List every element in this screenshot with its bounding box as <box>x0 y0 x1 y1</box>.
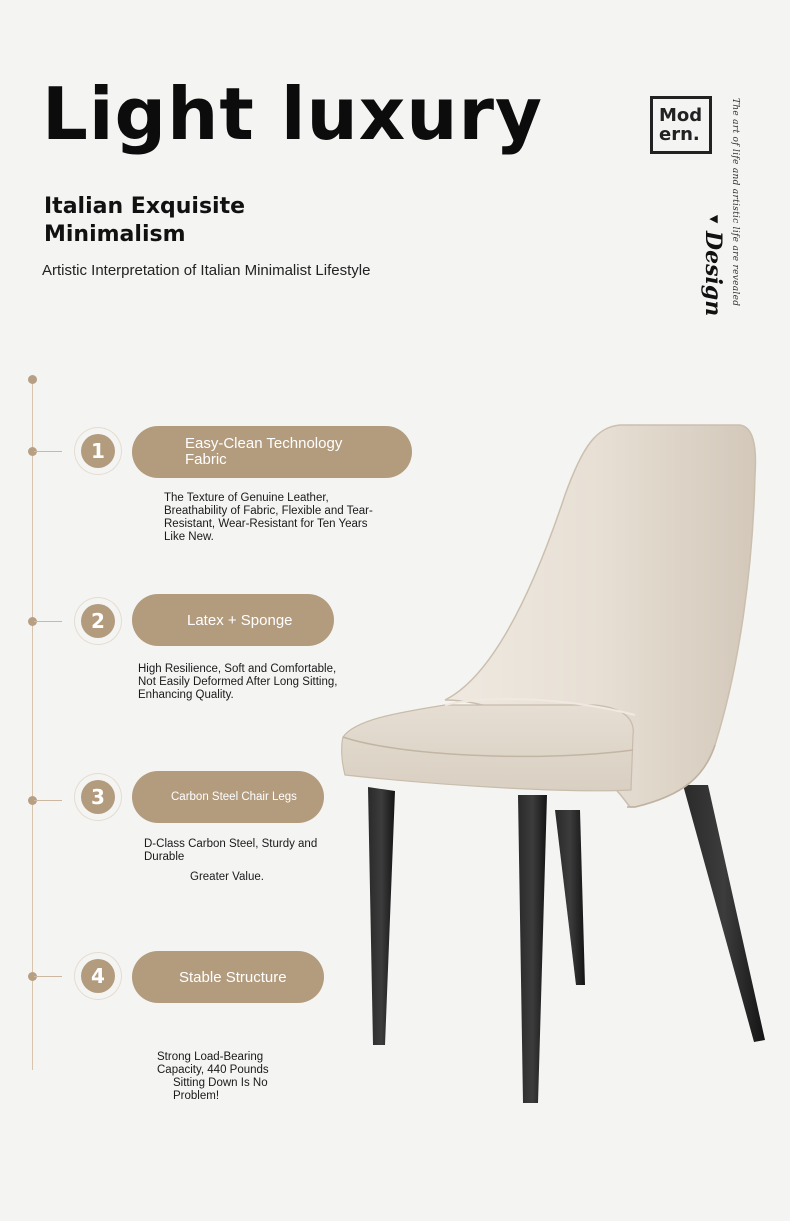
page-tagline: Artistic Interpretation of Italian Minimalist Lifestyle <box>42 262 371 279</box>
page-subtitle: Italian Exquisite Minimalism <box>44 194 246 247</box>
feature-1-title: Easy-Clean Technology Fabric <box>185 435 343 468</box>
feature-1-number: 1 <box>81 434 115 468</box>
logo-line-2: ern. <box>659 124 700 145</box>
timeline-tick-4 <box>34 976 62 977</box>
feature-4-description: Strong Load-Bearing Capacity, 440 Pounds <box>157 1051 269 1076</box>
modern-logo <box>650 96 712 154</box>
feature-1-description: The Texture of Genuine Leather, Breathability of Fabric, Flexible and Tear-Resistant, Wear-Resistant for Ten Years Like New. <box>164 492 373 543</box>
logo-line-1: Mod <box>659 105 703 126</box>
chair-seat <box>342 705 634 791</box>
feature-4-number: 4 <box>81 959 115 993</box>
feature-2-pill <box>132 594 334 646</box>
chair-back-leg-right <box>683 785 765 1042</box>
feature-2-number: 2 <box>81 604 115 638</box>
feature-3-pill <box>132 771 324 823</box>
feature-4-pill <box>132 951 324 1003</box>
side-design-label <box>700 212 726 316</box>
timeline-line <box>32 380 33 1070</box>
feature-4-description-2: Sitting Down Is No Problem! <box>173 1077 268 1102</box>
chair-back-leg-left <box>555 810 585 985</box>
feature-3-title: Carbon Steel Chair Legs <box>171 791 297 803</box>
feature-3-description-2: Greater Value. <box>190 871 264 883</box>
timeline-tick-3 <box>34 800 62 801</box>
feature-3-number: 3 <box>81 780 115 814</box>
triangle-left-icon: ◀ <box>707 212 720 225</box>
side-design-text: Design <box>700 231 726 317</box>
chair-image <box>335 415 775 1115</box>
feature-4-title: Stable Structure <box>179 968 287 986</box>
chair-front-leg-right <box>518 795 547 1103</box>
timeline-tick-1 <box>34 451 62 452</box>
feature-2-title: Latex + Sponge <box>187 611 293 629</box>
feature-3-description: D-Class Carbon Steel, Sturdy and Durable <box>144 838 318 863</box>
feature-2-description: High Resilience, Soft and Comfortable, Not Easily Deformed After Long Sitting, Enhancing Quality. <box>138 663 338 701</box>
timeline-tick-2 <box>34 621 62 622</box>
chair-front-leg-left <box>368 787 395 1045</box>
side-slogan: The art of life and artistic life are revealed <box>730 98 740 307</box>
timeline-start-dot <box>28 375 37 384</box>
page-title: Light luxury <box>42 72 543 156</box>
